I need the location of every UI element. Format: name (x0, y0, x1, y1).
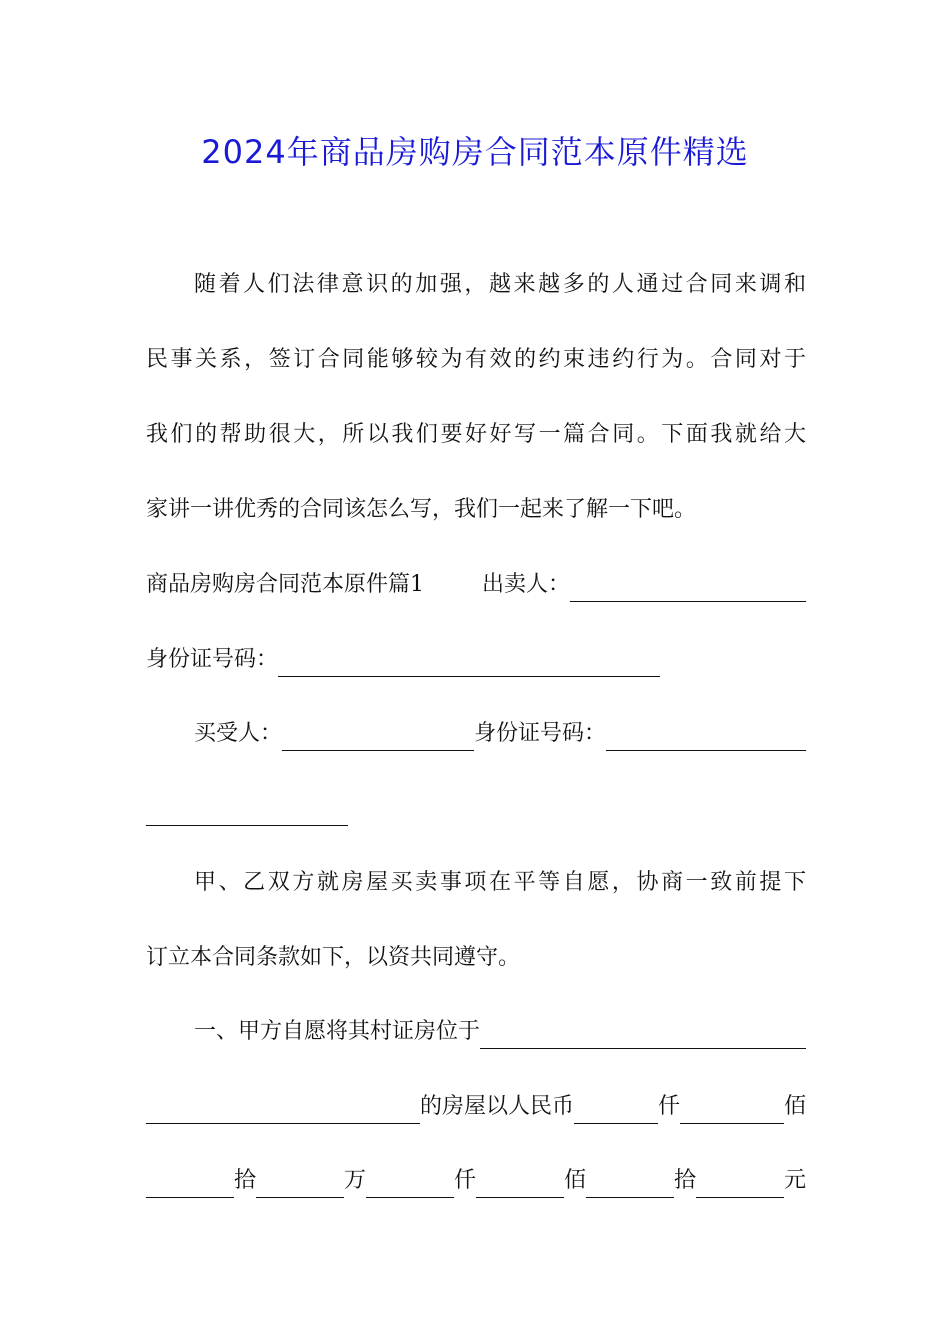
buyer-id-continued-line (146, 792, 806, 826)
amount-blank-6 (476, 1173, 564, 1198)
buyer-id-label: 身份证号码： (474, 721, 607, 746)
unit-qian-2: 仟 (453, 1168, 476, 1193)
amount-blank-1 (574, 1099, 658, 1124)
seller-id-blank (278, 652, 660, 677)
buyer-id-blank-cont (146, 801, 348, 826)
unit-qian: 仟 (658, 1094, 681, 1119)
unit-bai: 佰 (783, 1094, 806, 1119)
intro-line-2: 民事关系，签订合同能够较为有效的约束违约行为。合同对于 (146, 347, 806, 372)
seller-blank (570, 577, 806, 602)
unit-wan: 万 (343, 1168, 366, 1193)
amount-blank-7 (586, 1173, 674, 1198)
seller-label: 出卖人： (482, 572, 571, 597)
buyer-label: 买受人： (194, 721, 283, 746)
section-heading: 商品房购房合同范本原件篇1 (146, 572, 424, 597)
seller-id-label: 身份证号码： (146, 647, 279, 672)
amount-blank-2 (680, 1099, 784, 1124)
clause1-line-3 (146, 1164, 806, 1198)
clause1-lead: 一、甲方自愿将其村证房位于 (194, 1019, 481, 1044)
unit-shi: 拾 (233, 1168, 256, 1193)
amount-blank-3 (146, 1173, 234, 1198)
amount-blank-4 (256, 1173, 344, 1198)
clause1-rmb: 的房屋以人民币 (420, 1094, 575, 1119)
unit-yuan: 元 (783, 1168, 806, 1193)
location-blank-cont (146, 1099, 420, 1124)
document-title: 2024年商品房购房合同范本原件精选 (201, 133, 749, 171)
unit-bai-2: 佰 (563, 1168, 586, 1193)
unit-shi-2: 拾 (673, 1168, 696, 1193)
clause1-line-1 (146, 1015, 806, 1049)
intro-line-3: 我们的帮助很大，所以我们要好好写一篇合同。下面我就给大 (146, 422, 806, 447)
intro-line-1: 随着人们法律意识的加强，越来越多的人通过合同来调和 (194, 272, 806, 297)
buyer-id-blank (606, 726, 806, 751)
location-blank (480, 1024, 806, 1049)
buyer-line (146, 717, 806, 751)
amount-blank-5 (366, 1173, 454, 1198)
seller-line (146, 568, 806, 602)
clause1-line-2 (146, 1090, 806, 1124)
seller-id-line (146, 643, 806, 677)
preamble-line-1: 甲、乙双方就房屋买卖事项在平等自愿，协商一致前提下 (194, 870, 806, 895)
amount-blank-8 (696, 1173, 784, 1198)
preamble-line-2: 订立本合同条款如下，以资共同遵守。 (146, 945, 521, 970)
intro-line-4: 家讲一讲优秀的合同该怎么写，我们一起来了解一下吧。 (146, 497, 697, 522)
buyer-blank (282, 726, 474, 751)
